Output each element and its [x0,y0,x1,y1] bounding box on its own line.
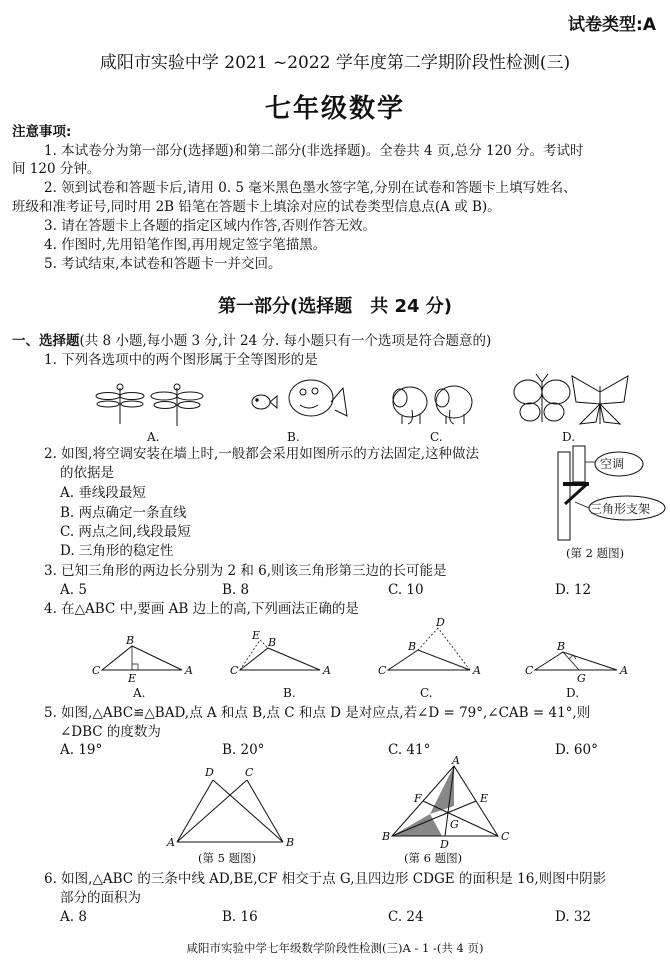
q5-option-c[interactable]: C. 41° [388,742,431,758]
q4d-point-g: G [577,672,586,685]
q3-option-d[interactable]: D. 12 [555,582,592,598]
note-line: 间 120 分钟。 [12,161,101,177]
q6-point-f: F [414,792,422,805]
q1-option-c[interactable]: C. [430,430,443,444]
q2-caption: (第 2 题图) [566,546,625,560]
exam-title: 咸阳市实验中学 2021 ~2022 学年度第二学期阶段性检测(三) [99,53,571,73]
q2-option-a[interactable]: A. 垂线段最短 [60,485,146,501]
notes-heading: 注意事项: [12,124,72,140]
q4a-point-c: C [92,664,101,677]
q6-option-d[interactable]: D. 32 [555,909,592,925]
paper-type: 试卷类型:A [568,15,656,35]
q1-dragonflies-figure [95,382,215,430]
q4-figure-c [378,618,488,690]
q4d-point-b: B [557,640,566,653]
q5-caption: (第 5 题图) [198,851,257,865]
q1-butterflies-figure [512,372,632,430]
q4a-point-b: B [126,634,135,647]
q4d-point-a: A [620,664,628,677]
q4b-point-a: A [323,664,331,677]
note-line: 3. 请在答题卡上各题的指定区域内作答,否则作答无效。 [44,218,376,234]
q4b-point-c: C [230,664,239,677]
section-desc: (共 8 小题,每小题 3 分,计 24 分. 每小题只有一个选项是符合题意的) [79,333,492,349]
q4-option-b[interactable]: B. [283,686,296,700]
q3-option-c[interactable]: C. 10 [388,582,424,598]
q4-figure-b [228,630,338,690]
note-line: 1. 本试卷分为第一部分(选择题)和第二部分(非选择题)。全卷共 4 页,总分 120 分。考试时 [44,143,584,159]
q5-point-a: A [167,836,175,849]
q6-point-e: E [480,792,489,805]
q6-point-a: A [452,754,460,767]
note-line: 班级和准考证号,同时用 2B 铅笔在答题卡上填涂对应的试卷类型信息点(A 或 B)。 [12,199,501,215]
q4-figure-d [525,630,635,690]
q4-stem: 4. 在△ABC 中,要画 AB 边上的高,下列画法正确的是 [44,601,359,617]
q1-option-d[interactable]: D. [562,430,576,444]
q4-figure-a [92,630,202,690]
q6-stem-line2: 部分的面积为 [60,890,141,906]
q2-stem-line1: 2. 如图,将空调安装在墙上时,一般都会采用如图所示的方法固定,这种做法 [44,446,480,462]
q1-option-a[interactable]: A. [147,430,160,444]
q2-fig-label-bracket: 三角形支架 [590,502,651,516]
q5-option-a[interactable]: A. 19° [60,742,103,758]
q4c-point-b: B [408,640,417,653]
q2-fig-label-ac: 空调 [600,457,625,471]
q6-option-b[interactable]: B. 16 [222,909,258,925]
q1-elephants-figure [390,380,480,428]
q5-option-b[interactable]: B. 20° [222,742,265,758]
q6-point-b: B [382,830,391,843]
q4d-point-c: C [525,664,534,677]
note-line: 2. 领到试卷和答题卡后,请用 0. 5 毫米黑色墨水签字笔,分别在试卷和答题卡上填写姓名、 [44,180,577,196]
q4b-point-b: B [268,636,277,649]
q4-option-d[interactable]: D. [566,686,580,700]
q1-stem: 1. 下列各选项中的两个图形属于全等图形的是 [44,352,318,368]
part1-title: 第一部分(选择题 共 24 分) [217,296,453,317]
q2-stem-line2: 的依据是 [60,465,114,481]
q4-option-a[interactable]: A. [133,686,146,700]
q6-figure [380,754,510,853]
q4a-point-a: A [185,664,193,677]
page-title: 七年级数学 [264,94,405,124]
q5-stem-line1: 5. 如图,△ABC≌△BAD,点 A 和点 B,点 C 和点 D 是对应点,若∠D = 79°,∠CAB = 41°,则 [44,705,591,721]
q6-option-c[interactable]: C. 24 [388,909,424,925]
q4c-point-d: D [436,616,445,629]
q2-option-b[interactable]: B. 两点确定一条直线 [60,505,187,521]
note-line: 5. 考试结束,本试卷和答题卡一并交回。 [44,256,282,272]
q5-stem-line2: ∠DBC 的度数为 [60,724,161,740]
q5-point-d: D [205,766,214,779]
q5-option-d[interactable]: D. 60° [555,742,598,758]
q5-point-c: C [245,766,254,779]
q6-point-c: C [501,830,510,843]
q3-option-b[interactable]: B. 8 [222,582,250,598]
q6-point-g: G [450,818,459,831]
q4c-point-a: A [473,664,481,677]
q4a-point-e: E [128,672,137,685]
q6-stem-line1: 6. 如图,△ABC 的三条中线 AD,BE,CF 相交于点 G,且四边形 CDGE 的面积是 16,则图中阴影 [44,871,607,887]
section-head-text: 一、选择题 [12,333,80,349]
note-line: 4. 作图时,先用铅笔作图,再用规定签字笔描黑。 [44,237,327,253]
q4-option-c[interactable]: C. [420,686,433,700]
q2-option-d[interactable]: D. 三角形的稳定性 [60,543,174,559]
q6-point-d: D [440,838,449,851]
q2-option-c[interactable]: C. 两点之间,线段最短 [60,524,191,540]
q1-fish-figure [245,376,355,428]
q1-option-b[interactable]: B. [287,430,300,444]
q6-option-a[interactable]: A. 8 [60,909,87,925]
q5-figure [165,764,300,849]
q6-caption: (第 6 题图) [404,851,463,865]
q4c-point-c: C [378,664,387,677]
q4b-point-e: E [252,629,261,642]
page-footer: 咸阳市实验中学七年级数学阶段性检测(三)A - 1 -(共 4 页) [186,941,484,955]
section-heading [12,333,491,350]
q5-point-b: B [286,836,295,849]
q3-option-a[interactable]: A. 5 [60,582,87,598]
q3-stem: 3. 已知三角形的两边长分别为 2 和 6,则该三角形第三边的长可能是 [44,563,447,579]
